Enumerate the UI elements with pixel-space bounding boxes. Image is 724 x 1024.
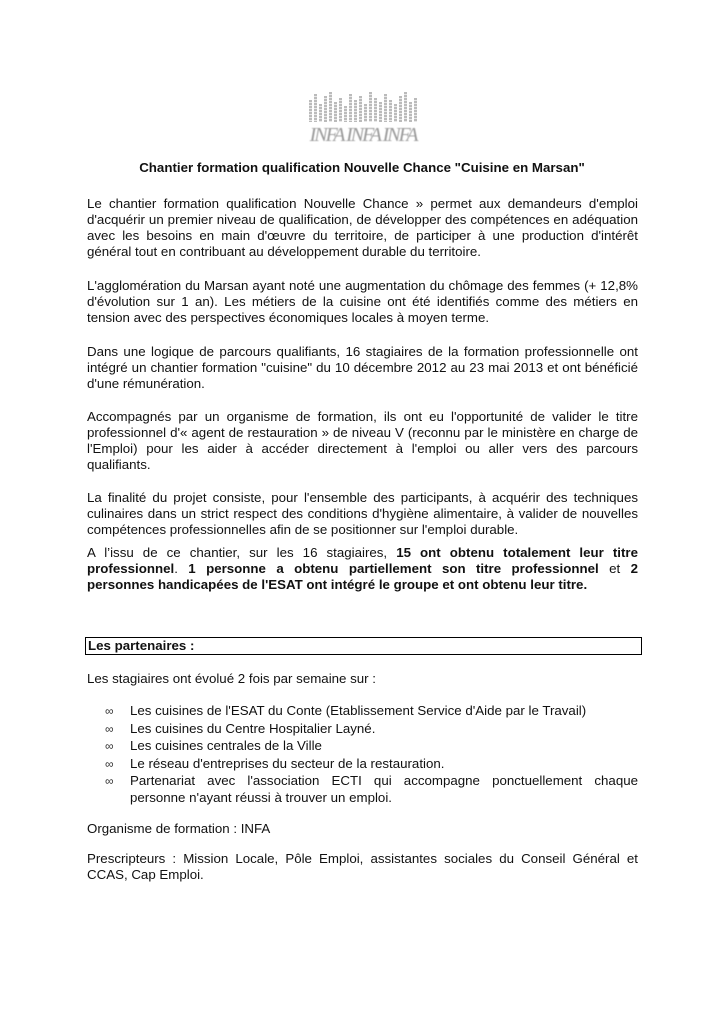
logo-bar [359, 96, 362, 122]
paragraph-goal: La finalité du projet consiste, pour l'ensemble des participants, à acquérir des techniques culinaires dans un strict respect des conditions d'hygiène alimentaire, à valider de nouvelles compétences professionnelles afin de se positionner sur l'emploi durable. [87, 490, 638, 537]
logo-bar [354, 100, 357, 122]
partners-list [105, 703, 638, 807]
partners-intro: Les stagiaires ont évolué 2 fois par semaine sur : [87, 671, 376, 686]
paragraph-results [87, 545, 638, 593]
list-item-text: Le réseau d'entreprises du secteur de la restauration. [130, 755, 445, 771]
paragraph-participants: Dans une logique de parcours qualifiants, 16 stagiaires de la formation professionnelle ont intégré un chantier formation "cuisine" du 10 décembre 2012 au 23 mai 2013 et ont bénéficié d'une rémunération. [87, 344, 638, 391]
list-item-text: Les cuisines du Centre Hospitalier Layné. [130, 720, 376, 736]
paragraph-intro: Le chantier formation qualification Nouvelle Chance » permet aux demandeurs d'emploi d'acquérir un premier niveau de qualification, de développer des compétences en adéquation avec les besoins en main d'œuvre du territoire, de participer à une production d'intérêt général tout en contribuant au développement durable du territoire. [87, 196, 638, 259]
results-text: et [598, 561, 631, 576]
infinity-bullet-icon: ∞ [105, 739, 114, 753]
logo-bar [344, 106, 347, 122]
list-item [105, 738, 638, 755]
logo-bar [374, 98, 377, 122]
logo-bar [384, 94, 387, 122]
logo-bar [324, 96, 327, 122]
logo-bar [409, 102, 412, 122]
list-item [105, 756, 638, 773]
document-title: Chantier formation qualification Nouvelle Chance "Cuisine en Marsan" [139, 160, 585, 175]
logo-bar [329, 92, 332, 122]
results-bold-success: 15 ont obtenu totalement leur titre professionnel [87, 545, 638, 576]
list-item-text: Les cuisines de l'ESAT du Conte (Etablissement Service d'Aide par le Travail) [130, 703, 587, 718]
partners-heading: Les partenaires : [85, 637, 642, 655]
paragraph-context: L'agglomération du Marsan ayant noté une augmentation du chômage des femmes (+ 12,8% d'évolution sur 1 an). Les métiers de la cuisine ont été identifiés comme des métiers en tension avec des perspectives économiques locales à moyen terme. [87, 278, 638, 325]
infinity-bullet-icon: ∞ [105, 756, 114, 771]
infinity-bullet-icon: ∞ [105, 704, 114, 718]
infinity-bullet-icon: ∞ [105, 721, 114, 736]
prescribers: Prescripteurs : Mission Locale, Pôle Emploi, assistantes sociales du Conseil Général et CCAS, Cap Emploi. [87, 851, 638, 882]
logo-bar [369, 92, 372, 122]
logo-bar [334, 102, 337, 122]
logo-bar [414, 98, 417, 122]
logo-bars [297, 86, 429, 122]
results-bold-esat: 2 personnes handicapées de l'ESAT ont intégré le groupe et ont obtenu leur titre. [87, 561, 639, 592]
logo-bar [349, 94, 352, 122]
logo-bar [404, 92, 407, 122]
training-organization: Organisme de formation : INFA [87, 821, 271, 836]
results-text: . [174, 561, 189, 576]
list-item [105, 721, 638, 738]
logo-bar [379, 102, 382, 122]
logo-bar [399, 96, 402, 122]
logo-bar [389, 100, 392, 122]
logo-bar [309, 100, 312, 122]
list-item-text: Partenariat avec l'association ECTI qui accompagne ponctuellement chaque personne n'ayant réussi à trouver un emploi. [130, 773, 638, 805]
logo-bar [339, 98, 342, 122]
logo-bar [364, 104, 367, 122]
logo-bar [394, 104, 397, 122]
logo-bar [314, 94, 317, 122]
list-item [105, 703, 638, 720]
list-item-text: Les cuisines centrales de la Ville [130, 738, 322, 753]
results-text: A l’issu de ce chantier, sur les 16 stagiaires, [87, 545, 397, 560]
paragraph-accompaniment: Accompagnés par un organisme de formation, ils ont eu l'opportunité de valider le titre professionnel d'« agent de restauration » de niveau V (reconnu par le ministère en charge de l'Emploi) pour les aider à accéder directement à l'emploi ou aller vers des parcours qualifiants. [87, 409, 638, 472]
infinity-bullet-icon: ∞ [105, 774, 114, 788]
infa-logo [297, 86, 429, 148]
results-bold-partial: 1 personne a obtenu partiellement son titre professionnel [188, 561, 599, 576]
logo-wordmark: INFA INFA INFA [309, 124, 417, 146]
list-item [105, 773, 638, 806]
logo-bar [319, 104, 322, 122]
